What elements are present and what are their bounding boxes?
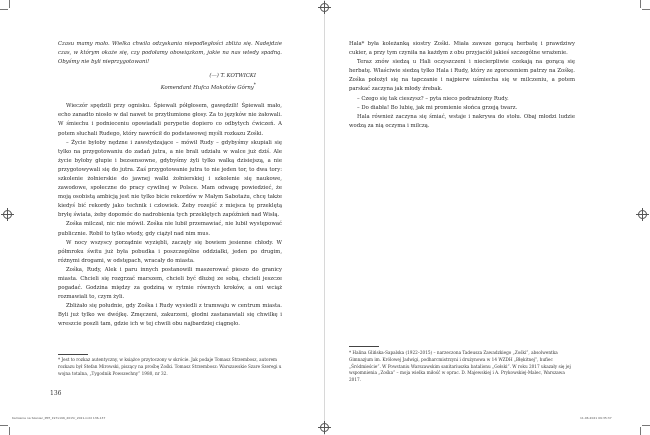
paragraph: Zośka milczał, nic nie mówił. Zośka nie lubił przemawiać, nie lubił występować publicznie. Robił to tylko wtedy, gdy ciążył nad nim mus. [58, 221, 282, 237]
trim-mark [0, 425, 8, 426]
paragraph: Zbliżało się południe, gdy Zośka i Rudy wysiedli z tramwaju w centrum miasta. Byli już tylko we dwójkę. Zmęczeni, zakurzeni, głodni zastanawiali się chwilkę i wreszcie poszli tam, gdzie ich w tej chwili obu najbardziej ciągnęło. [58, 303, 282, 328]
trim-mark [0, 9, 8, 10]
signature-name: (—) T. KOTWICKI [209, 73, 256, 80]
paragraph: Teraz znów siedzą u Hali oczyszczeni i niecierpliwie czekają na gorącą się herbatę. Właściwie siedzą tylko Hala i Rudy, który ze zgorszeniem patrzy na Zośkę. Zośka położył się na tapczanie i najpierw uśmiecha się w milczeniu, a potem parskać zaczyna jak młody źrebak. [349, 59, 575, 93]
paragraph: W nocy wszyscy porządnie wyziębli, zaczęły się bowiem jesienne chłody. W półmroku świtu już była pobudka i poszczególne oddziałki, jeden po drugim, różnymi drogami, w odstępach, wracały do miasta. [58, 239, 282, 264]
trim-mark [9, 427, 10, 435]
page-number: 136 [50, 390, 62, 397]
trim-mark [640, 427, 641, 435]
crop-mark-icon [320, 3, 329, 12]
paragraph: Wieczór spędzili przy ognisku. Śpiewali półgłosem, gawędzili! Śpiewali mało, echo zanadto niosło w dal nawet te przytłumione głosy. Za to języków nie żałowali. W śmiechu i podnieceniu opowiadali perypetie dopiero co odbytych ćwiczeń. A potem słuchali Rudego, który nawrócił do podstawowej myśli rozkazu Zośki. [58, 103, 282, 137]
footnote-rule [58, 354, 88, 355]
trim-mark [642, 9, 650, 10]
paragraph: Hala również zaczyna się śmiać, wstaje i nakrywa do stołu. Obaj młodzi ludzie wodzą za nią oczyma i milczą. [349, 113, 575, 129]
crop-mark-icon [320, 423, 329, 432]
trim-mark [642, 425, 650, 426]
trim-mark [9, 0, 10, 8]
paragraph: Hala* była koleżanką siostry Zośki. Miała zawsze gorącą herbatę i prawdziwy cukier, a przy tym czyniła na każdym z obu przyjaciół jakieś szczególne wrażenie. [349, 41, 575, 57]
crop-mark-icon [3, 210, 12, 219]
paragraph: – Do diabła! Bo lubię, jak mi promienie słońca grzeją twarz. [357, 104, 518, 111]
footnote-rule [349, 346, 379, 347]
paragraph: – Życie byłoby nędzne i zawstydzające – mówił Rudy – gdybyśmy skupiali się tylko na przygotowaniu do zadań jutra, a nie brali udziału w walce już dziś. Ale życie byłoby głupie i bezsensowne, gdybyśmy żyli tylko walką dzisiejszą, a nie przygotowywali się do jutra. Zaś przygotowanie jutra to nie jeden tor, to dwa tory: szkolenie żołnierskie do jawnej walki żołnierskiej i szkolenie się naukowe, zawodowe, społeczne do pracy cywilnej w Polsce. Mam odwagę powiedzieć, że moją osobistą ambicją jest nie tylko bicie rekordów w Małym Sabotażu, chcę także kiedyś bić rekordy jako technik i człowiek. Żeby rozejść z miejsca tę przeklętą bryłę świata, żeby dopomóc do nadrobienia tych przeklętych zapóźnień nad Wisłą. [58, 139, 282, 219]
left-text-column [58, 40, 282, 330]
left-footnote: * Jest to rozkaz autentyczny, w książce przytoczony w skrócie. Jak podaje Tomasz Strzembosz, autorem rozkazu był Stefan Mirowski, piszący na prośbę Zośki. Tomasz Strzembosz: Warszawskie Szare Szeregi u wojna totalna, „Tygodnik Powszechny” 1980, nr 32. [58, 357, 282, 376]
paragraph: – Czego się tak cieszysz? – pyta nieco podrażniony Rudy. [357, 95, 509, 102]
footnote-mark: * [253, 83, 256, 89]
right-text-column [349, 40, 575, 131]
print-slug-date: 11.06.2021 09:35:37 [580, 416, 612, 420]
signature-title: Komendant Hufca Mokotów Górny* [160, 83, 256, 92]
crop-mark-icon [638, 210, 647, 219]
order-quote: Czasu mamy mało. Wielka chwila odzyskania niepodległości zbliża się. Nadejdzie czas, w którym okaże się, czy podołamy obowiązkom, jakie na nas wtedy spadną. Obyśmy nie byli nieprzygotowani! [58, 41, 282, 66]
print-slug-file: Kamienie na Szaniec_PRT_197x196_2015r_2021.indd 136-137 [12, 416, 106, 420]
right-footnote: * Halina Glińska-Sapalska (1922–2015) – narzeczona Tadeusza Zawadzkiego „Zośki”, absolwentka Gimnazjum im. Królowej Jadwigi, podharcmistrzyni i drużynowa w 14 WZDH „Błękitnej”, hufiec „Śródmieście”. W Powstaniu Warszawskim sanitariuszka batalionu „Gołski”. W roku 2017 ukazały się jej wspomnienia „Zośka” – moja wielka miłość w oprac. D. Majewskiej i A. Prykowskiej-Malec, Warszawa 2017. [349, 350, 571, 383]
right-page [325, 0, 650, 435]
trim-mark [640, 0, 641, 8]
paragraph: Zośka, Rudy, Alek i paru innych postanowili maszerować pieszo do granicy miasta. Chcieli się rozgrzać marszem, chcieli być dłużej ze sobą, chcieli jeszcze pogadać. Godzina między za godziną w rytmie równych kroków, a oni wciąż rozmawiali to, czym żyli. [58, 266, 282, 301]
